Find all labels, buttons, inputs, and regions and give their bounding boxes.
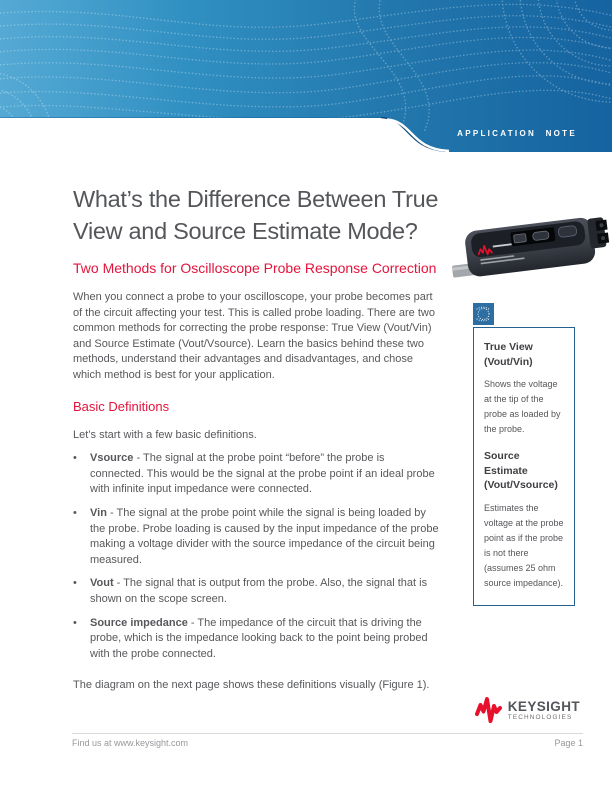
callout-box	[473, 327, 575, 606]
application-note-label: APPLICATION NOTE	[457, 129, 577, 138]
callout-heading-line: True View	[484, 341, 533, 353]
footer-page-number: Page 1	[554, 738, 583, 748]
callout-body: Shows the voltage at the tip of the probe as loaded by the probe.	[484, 379, 561, 434]
callout-item-true-view	[484, 340, 564, 437]
term-source-impedance: Source impedance	[90, 616, 188, 629]
page-title-line1: What’s the Difference Between True	[73, 186, 439, 212]
page-title	[73, 183, 441, 247]
bullet-icon: •	[73, 452, 77, 465]
list-item	[73, 576, 441, 607]
callout-heading-line: (Vout/Vsource)	[484, 479, 558, 491]
definitions-lead: Let’s start with a few basic definitions.	[73, 428, 257, 441]
term-vsource-definition: - The signal at the probe point “before” the probe is connected. This would be the signal at the probe point if an ideal probe with infinite input impedance were connected.	[90, 452, 435, 496]
main-column	[73, 183, 441, 694]
closing-paragraph: The diagram on the next page shows these definitions visually (Figure 1).	[73, 679, 430, 692]
page-title-line2: View and Source Estimate Mode?	[73, 218, 418, 244]
logo-sub-wordmark: TECHNOLOGIES	[507, 713, 573, 721]
term-source-impedance-definition: - The impedance of the circuit that is driving the probe, which is the impedance looking back to the point being probed with the probe connected.	[90, 616, 428, 660]
page-subtitle: Two Methods for Oscilloscope Probe Response Correction	[73, 260, 437, 276]
bullet-icon: •	[73, 577, 77, 590]
keysight-logo-mark	[475, 696, 502, 724]
list-item	[73, 616, 441, 663]
term-vin-definition: - The signal at the probe point while the signal is being loaded by the probe. Probe loading is caused by the input impedance of the probe making a voltage divider with the source impedance of the circuit being measured.	[90, 506, 439, 566]
term-vin: Vin	[90, 506, 107, 519]
callout-heading-line: (Vout/Vin)	[484, 355, 533, 368]
callout-heading-line: Source Estimate	[484, 450, 528, 477]
bullet-icon: •	[73, 616, 77, 629]
logo-wordmark: KEYSIGHT	[507, 698, 580, 714]
keysight-logo	[475, 696, 580, 724]
intro-paragraph: When you connect a probe to your oscilloscope, your probe becomes part of the circuit affecting your test. This is called probe loading. There are two common methods for correcting the probe response: True View (Vout/Vin) and Source Estimate (Vout/Vsource). Learn the basics behind these two methods, understand their advantages and disadvantages, and chose which method is best for your application.	[73, 291, 435, 381]
callout-item-source-estimate	[484, 449, 564, 591]
list-item	[73, 506, 441, 568]
term-vsource: Vsource	[90, 452, 134, 465]
term-vout: Vout	[90, 577, 114, 590]
definitions-list	[73, 451, 441, 662]
oscilloscope-probe-photo	[450, 196, 612, 296]
bullet-icon: •	[73, 506, 77, 519]
term-vout-definition: - The signal that is output from the probe. Also, the signal that is shown on the scope screen.	[90, 577, 428, 605]
wave-pattern-icon	[473, 303, 494, 325]
list-item	[73, 451, 441, 498]
section-heading-basic-definitions: Basic Definitions	[73, 398, 170, 414]
callout-body: Estimates the voltage at the probe point as if the probe is not there (assumes 25 ohm source impedance).	[484, 502, 564, 588]
footer-find-us-text: Find us at www.keysight.com	[72, 738, 189, 748]
footer-divider	[72, 733, 583, 734]
